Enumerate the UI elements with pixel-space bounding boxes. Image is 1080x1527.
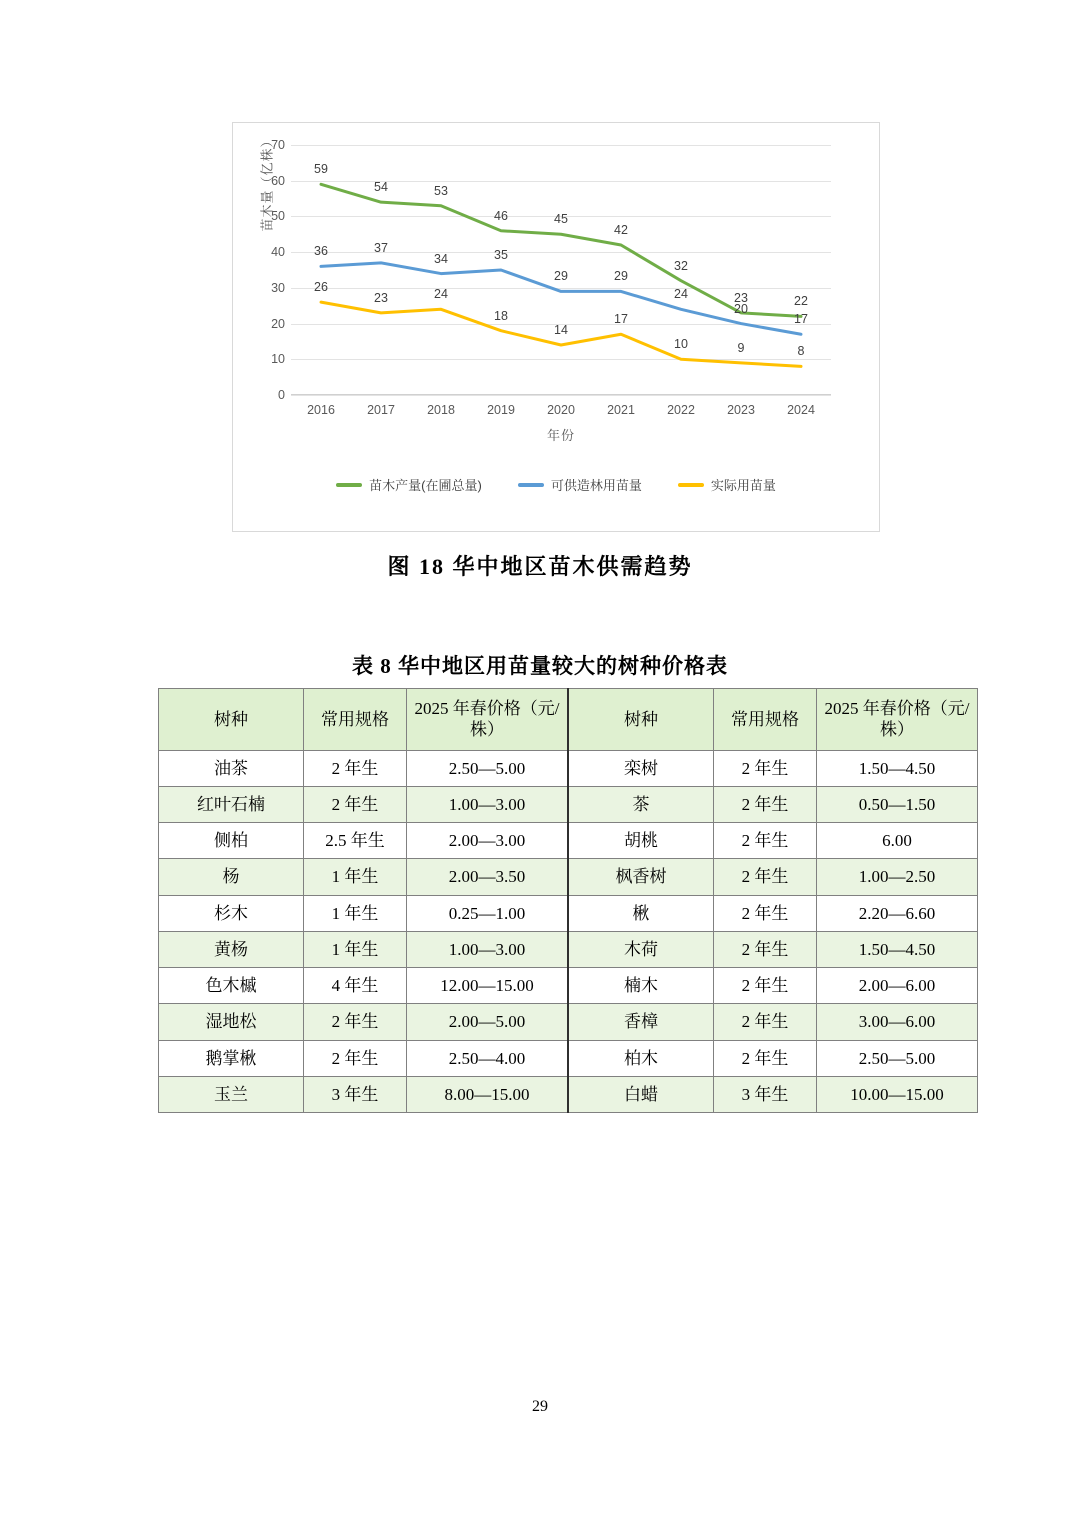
- table-row: [159, 968, 978, 1004]
- table-cell: 楠木: [568, 968, 714, 1004]
- table-cell: 侧柏: [159, 823, 304, 859]
- table-row: [159, 859, 978, 895]
- chart-legend-item: [678, 475, 776, 494]
- chart-legend-item: [518, 475, 642, 494]
- chart-y-tick-label: 10: [271, 352, 285, 367]
- table-cell: 香樟: [568, 1004, 714, 1040]
- table-cell: 2 年生: [714, 895, 817, 931]
- table-cell: 茶: [568, 786, 714, 822]
- table-cell: 3 年生: [714, 1076, 817, 1112]
- table-cell: 1 年生: [304, 931, 407, 967]
- table-cell: 栾树: [568, 750, 714, 786]
- table-cell: 红叶石楠: [159, 786, 304, 822]
- chart-point-label: 32: [674, 258, 688, 273]
- table-header-species-2: 树种: [568, 689, 714, 751]
- chart-point-label: 17: [614, 312, 628, 327]
- table-cell: 3.00—6.00: [817, 1004, 978, 1040]
- table-row: [159, 1076, 978, 1112]
- table-cell: 白蜡: [568, 1076, 714, 1112]
- chart-legend-label: 可供造林用苗量: [550, 478, 642, 493]
- table-cell: 柏木: [568, 1040, 714, 1076]
- table-cell: 1 年生: [304, 859, 407, 895]
- table-row: [159, 931, 978, 967]
- species-price-table: [158, 688, 978, 1113]
- chart-legend-item: [336, 475, 482, 494]
- chart-legend-label: 实际用苗量: [710, 478, 776, 493]
- chart-y-tick-label: 60: [271, 173, 285, 188]
- chart-point-label: 26: [314, 280, 328, 295]
- table-cell: 2 年生: [714, 1040, 817, 1076]
- table-cell: 3 年生: [304, 1076, 407, 1112]
- chart-x-tick-label: 2016: [307, 403, 335, 417]
- chart-point-label: 24: [434, 287, 448, 302]
- table-cell: 8.00—15.00: [407, 1076, 569, 1112]
- table-cell: 2.5 年生: [304, 823, 407, 859]
- chart-point-label: 8: [797, 344, 805, 359]
- table-cell: 2.50—4.00: [407, 1040, 569, 1076]
- table-cell: 枫香树: [568, 859, 714, 895]
- table-cell: 1.50—4.50: [817, 931, 978, 967]
- chart-y-tick-label: 40: [271, 245, 285, 260]
- chart-container: [232, 122, 880, 532]
- table-cell: 楸: [568, 895, 714, 931]
- table-cell: 1 年生: [304, 895, 407, 931]
- chart-y-tick-label: 30: [271, 280, 285, 295]
- chart-y-tick-label: 0: [278, 388, 285, 402]
- table-cell: 2 年生: [714, 968, 817, 1004]
- table-cell: 黄杨: [159, 931, 304, 967]
- table-cell: 2.00—6.00: [817, 968, 978, 1004]
- chart-point-label: 37: [374, 240, 388, 255]
- table-header-species-1: 树种: [159, 689, 304, 751]
- table-row: [159, 1040, 978, 1076]
- table-cell: 1.50—4.50: [817, 750, 978, 786]
- table-header-spec-1: 常用规格: [304, 689, 407, 751]
- chart-x-tick-label: 2018: [427, 403, 455, 417]
- table-cell: 1.00—3.00: [407, 931, 569, 967]
- table-cell: 2.50—5.00: [407, 750, 569, 786]
- chart-point-label: 29: [614, 269, 628, 284]
- table-row: [159, 1004, 978, 1040]
- table-header-spec-2: 常用规格: [714, 689, 817, 751]
- chart-x-tick-label: 2017: [367, 403, 395, 417]
- chart-point-label: 24: [674, 287, 688, 302]
- table-cell: 1.00—2.50: [817, 859, 978, 895]
- chart-point-label: 35: [494, 248, 508, 262]
- figure-caption: 图 18 华中地区苗木供需趋势: [387, 554, 693, 579]
- chart-point-label: 46: [494, 208, 508, 223]
- table-body: [159, 750, 978, 1113]
- table-cell: 2 年生: [714, 823, 817, 859]
- chart-point-label: 10: [674, 337, 688, 352]
- chart-point-label: 42: [614, 223, 628, 237]
- chart-point-label: 17: [794, 312, 808, 327]
- table-row: [159, 750, 978, 786]
- table-cell: 2.00—5.00: [407, 1004, 569, 1040]
- chart-x-tick-label: 2023: [727, 403, 755, 417]
- table-cell: 2.00—3.50: [407, 859, 569, 895]
- chart-y-tick-label: 50: [271, 209, 285, 224]
- table-cell: 2.00—3.00: [407, 823, 569, 859]
- table-cell: 玉兰: [159, 1076, 304, 1112]
- table-cell: 10.00—15.00: [817, 1076, 978, 1112]
- chart-point-label: 9: [737, 340, 745, 355]
- chart-legend: [233, 475, 879, 494]
- chart-point-label: 54: [374, 180, 388, 195]
- chart-point-label: 23: [374, 290, 388, 305]
- page-number: 29: [532, 1398, 548, 1415]
- chart-point-label: 59: [314, 162, 328, 177]
- chart-y-tick-label: 20: [271, 316, 285, 331]
- table-row: [159, 823, 978, 859]
- table-header-row: [159, 689, 978, 751]
- chart-y-tick-label: 70: [271, 138, 285, 152]
- chart-plot-area: [271, 138, 831, 443]
- table-cell: 0.25—1.00: [407, 895, 569, 931]
- table-header-price-1: 2025 年春价格（元/株）: [407, 689, 569, 751]
- table-caption: 表 8 华中地区用苗量较大的树种价格表: [352, 654, 728, 678]
- table-cell: 6.00: [817, 823, 978, 859]
- table-cell: 2 年生: [714, 931, 817, 967]
- chart-point-label: 34: [434, 251, 448, 266]
- chart-x-tick-label: 2024: [787, 403, 815, 417]
- chart-y-axis-title: 苗木量（亿株）: [259, 133, 275, 232]
- chart-gridline: [291, 395, 831, 396]
- chart-point-label: 53: [434, 183, 448, 198]
- chart-x-tick-label: 2021: [607, 403, 635, 417]
- chart-legend-swatch: [518, 483, 544, 487]
- table-cell: 2 年生: [304, 1040, 407, 1076]
- table-cell: 2 年生: [304, 1004, 407, 1040]
- chart-point-label: 29: [554, 269, 568, 284]
- chart-point-label: 20: [734, 301, 748, 316]
- chart-point-label: 23: [734, 290, 748, 305]
- chart-point-label: 36: [314, 244, 328, 259]
- chart-x-tick-label: 2020: [547, 403, 575, 417]
- chart-point-label: 18: [494, 308, 508, 323]
- table-cell: 12.00—15.00: [407, 968, 569, 1004]
- table-cell: 油茶: [159, 750, 304, 786]
- chart-point-label: 45: [554, 212, 568, 227]
- table-cell: 杨: [159, 859, 304, 895]
- table-cell: 湿地松: [159, 1004, 304, 1040]
- table-cell: 0.50—1.50: [817, 786, 978, 822]
- table-row: [159, 895, 978, 931]
- table-cell: 色木槭: [159, 968, 304, 1004]
- chart-legend-label: 苗木产量(在圃总量): [369, 478, 482, 493]
- table-row: [159, 786, 978, 822]
- table-cell: 2 年生: [304, 786, 407, 822]
- chart-legend-swatch: [336, 483, 362, 487]
- table-cell: 2 年生: [714, 786, 817, 822]
- chart-point-label: 14: [554, 323, 568, 337]
- table-cell: 2 年生: [304, 750, 407, 786]
- table-header: [159, 689, 978, 751]
- table-cell: 1.00—3.00: [407, 786, 569, 822]
- table-cell: 木荷: [568, 931, 714, 967]
- chart-point-label: 22: [794, 294, 808, 309]
- chart-x-axis-title: 年份: [546, 428, 575, 443]
- table-cell: 2.20—6.60: [817, 895, 978, 931]
- table-header-price-2: 2025 年春价格（元/株）: [817, 689, 978, 751]
- table-cell: 2.50—5.00: [817, 1040, 978, 1076]
- chart-x-tick-label: 2022: [667, 403, 695, 417]
- table-cell: 胡桃: [568, 823, 714, 859]
- table-cell: 2 年生: [714, 1004, 817, 1040]
- table-cell: 杉木: [159, 895, 304, 931]
- table-cell: 2 年生: [714, 859, 817, 895]
- chart-x-tick-label: 2019: [487, 403, 515, 417]
- table-cell: 鹅掌楸: [159, 1040, 304, 1076]
- chart-legend-swatch: [678, 483, 704, 487]
- table-cell: 4 年生: [304, 968, 407, 1004]
- table-cell: 2 年生: [714, 750, 817, 786]
